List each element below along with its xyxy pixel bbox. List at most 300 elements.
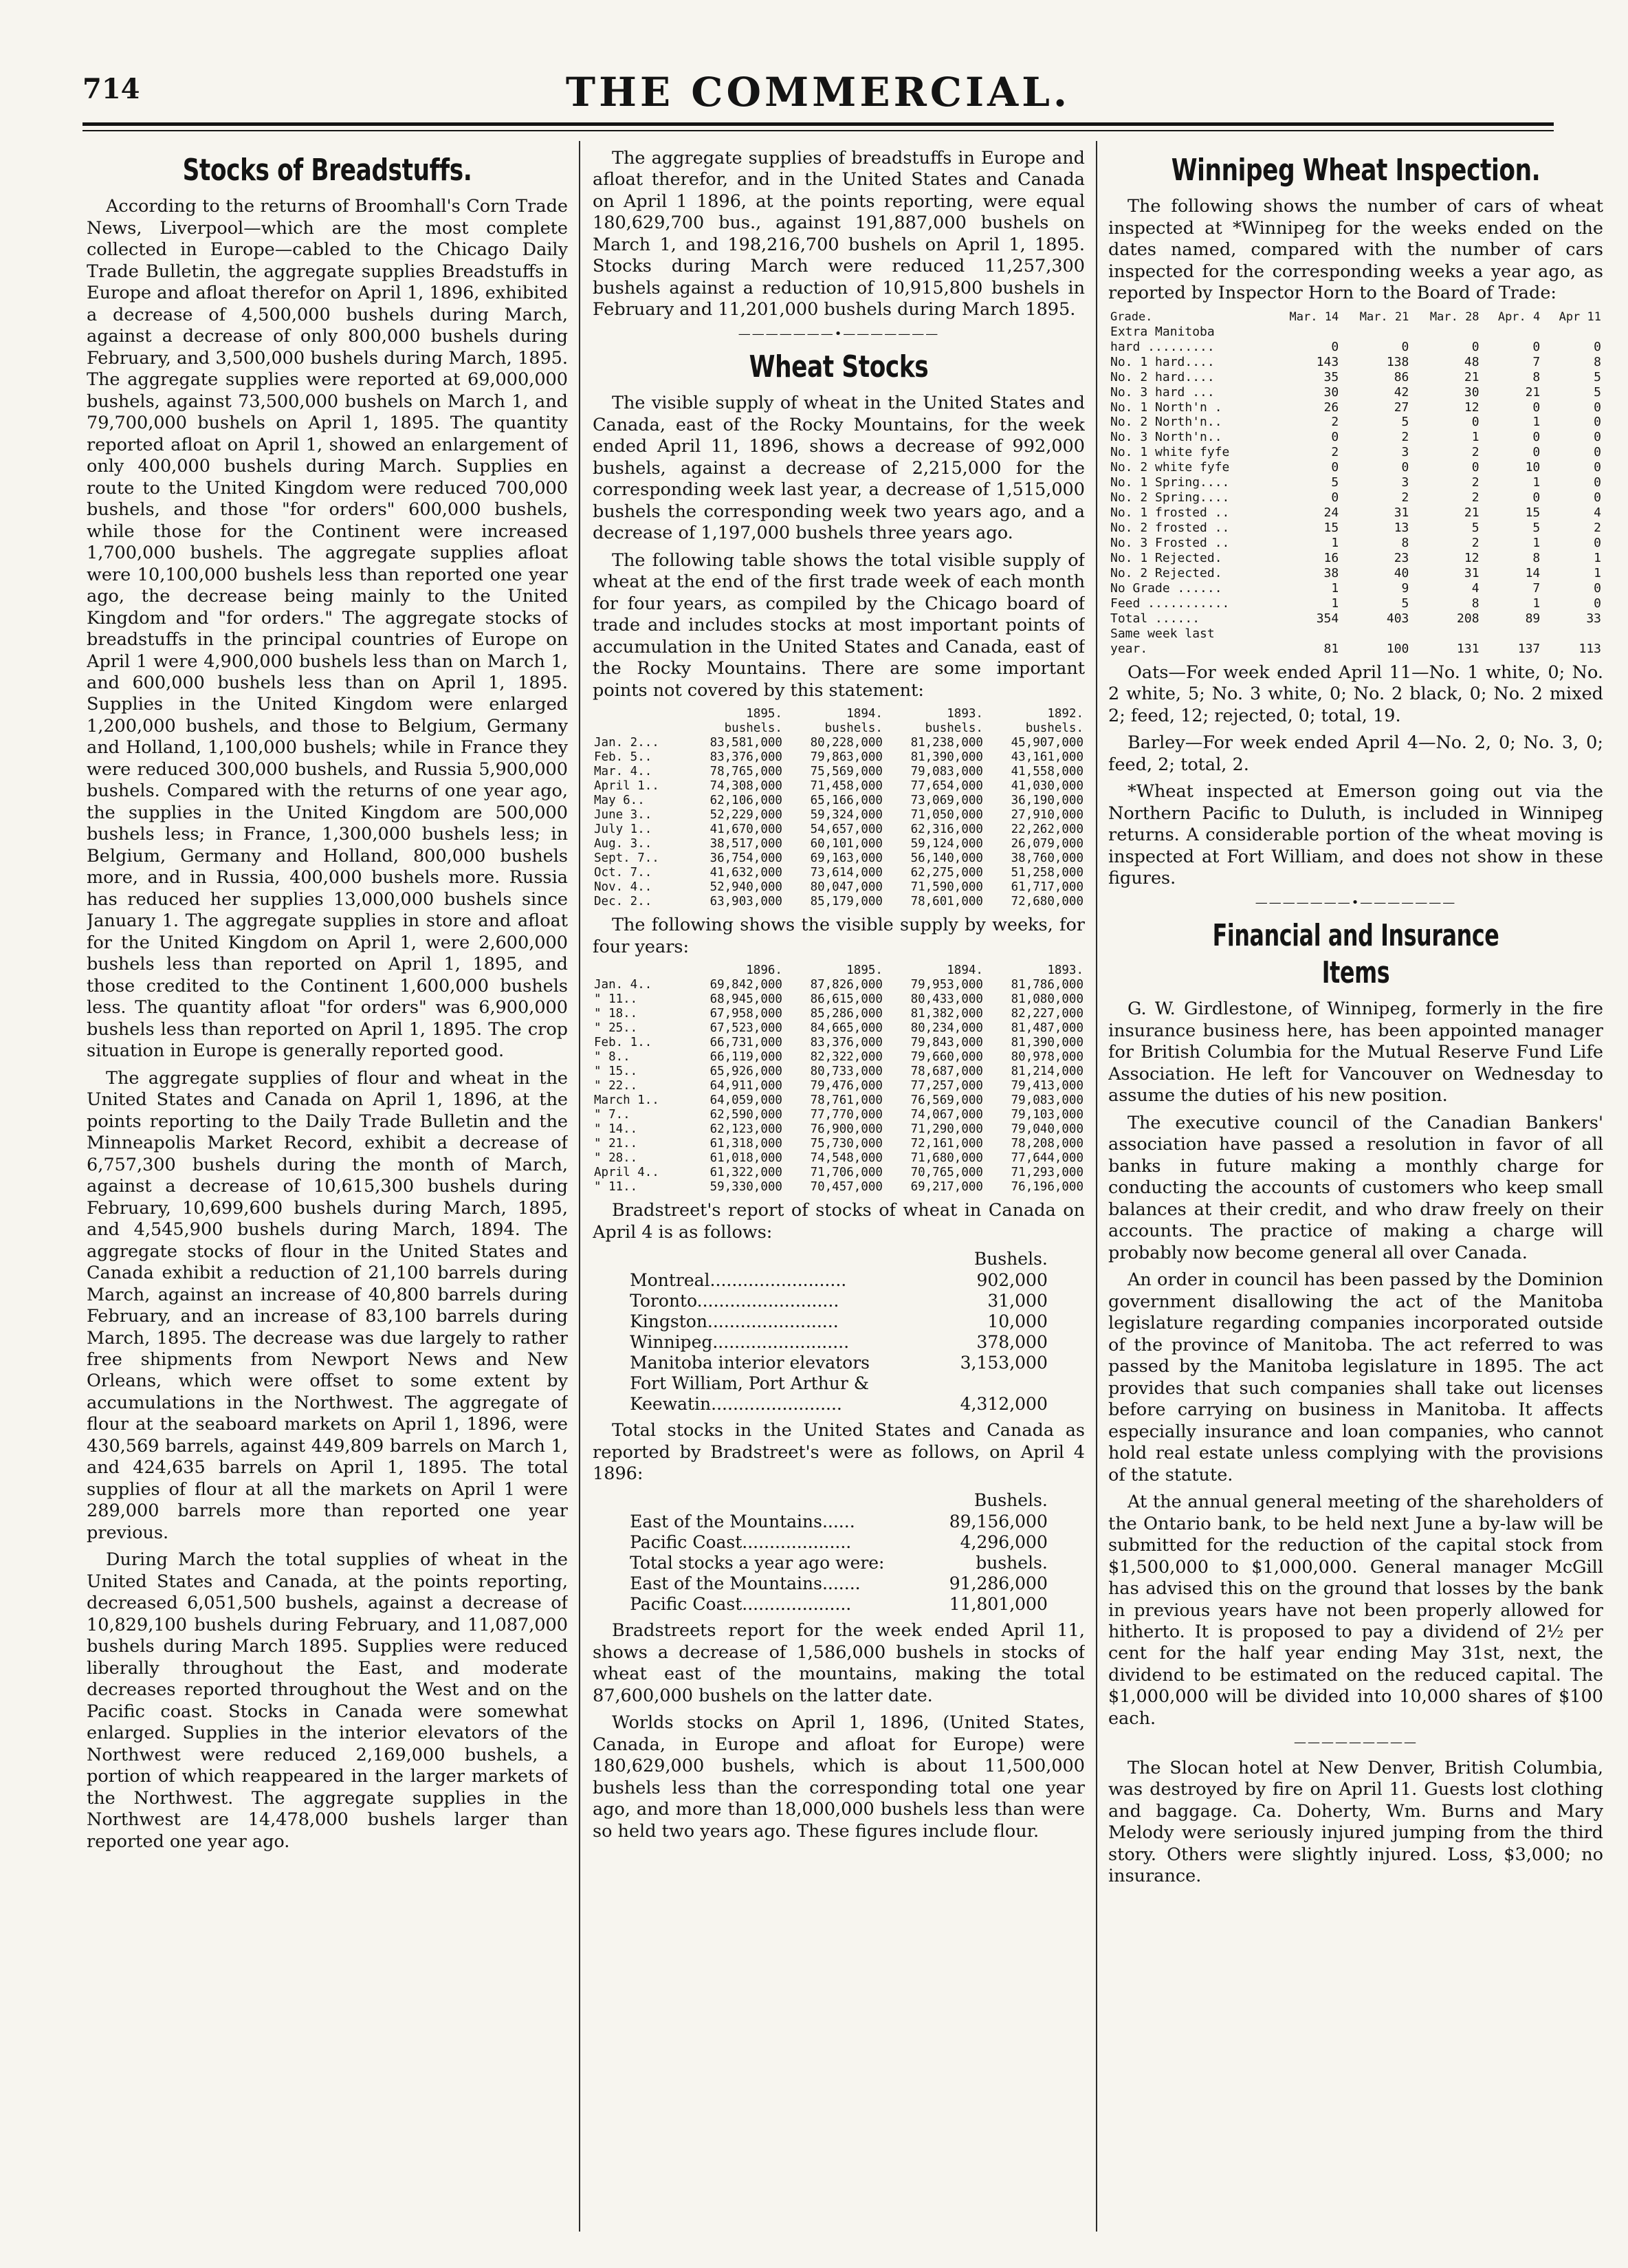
table-row bbox=[1108, 430, 1603, 445]
table-cell: 0 bbox=[1594, 490, 1601, 505]
table-cell: 65,926,000 bbox=[710, 1065, 782, 1079]
row-label: " 7.. bbox=[594, 1108, 630, 1122]
table-cell: 138 bbox=[1386, 354, 1409, 369]
table-body bbox=[593, 978, 1085, 1195]
table-cell: 59,330,000 bbox=[710, 1180, 782, 1195]
table-cell: 31,000 bbox=[987, 1291, 1048, 1311]
column-header: Bushels. bbox=[974, 1490, 1048, 1511]
table-row bbox=[593, 851, 1085, 866]
table-cell: 81 bbox=[1323, 641, 1339, 656]
table-row bbox=[593, 837, 1085, 851]
table-cell: 52,940,000 bbox=[710, 880, 782, 895]
table-cell: 26,079,000 bbox=[1011, 837, 1084, 851]
table-cell: 208 bbox=[1457, 611, 1480, 626]
column-header bbox=[627, 1490, 930, 1512]
column-header: Bushels. bbox=[974, 1249, 1048, 1269]
table-cell: 81,238,000 bbox=[910, 736, 983, 750]
row-label: East of the Mountains....... bbox=[630, 1573, 861, 1594]
table-cell: 1 bbox=[1594, 551, 1601, 566]
table-cell: 14 bbox=[1525, 565, 1541, 580]
table-cell: 1 bbox=[1532, 536, 1541, 551]
paragraph: G. W. Girdlestone, of Winnipeg, formerly in the fire insurance business here, has been appointed manager for British Columbia for the Mutual Reserve Fund Life Association. He left for Vancouver on Wednesday to assume the duties of his new position. bbox=[1108, 999, 1603, 1106]
paragraph: The executive council of the Canadian Bankers' association have passed a resolution in favor of all banks in future making a monthly charge for conducting the accounts of customers who keep small balances at their credit, and who draw freely on their accounts. The practice of making a charge will probably now become general all over Canada. bbox=[1108, 1112, 1603, 1263]
column-header: Apr. 4 bbox=[1497, 309, 1541, 324]
table-row bbox=[1108, 505, 1603, 521]
row-label: Keewatin........................ bbox=[630, 1394, 842, 1415]
table-row bbox=[627, 1291, 1050, 1311]
table-row bbox=[593, 1151, 1085, 1166]
table-row bbox=[593, 822, 1085, 837]
table-header-row bbox=[627, 1249, 1050, 1270]
table-cell: 78,761,000 bbox=[810, 1093, 883, 1108]
table-cell: 71,050,000 bbox=[910, 808, 983, 822]
table-row bbox=[1108, 521, 1603, 536]
table-unit-row bbox=[593, 721, 1085, 736]
table-cell: 7 bbox=[1532, 580, 1541, 596]
row-label: Winnipeg......................... bbox=[630, 1332, 850, 1353]
table-row bbox=[593, 1065, 1085, 1079]
row-label: No. 1 North'n . bbox=[1110, 400, 1222, 415]
table-cell: 38 bbox=[1323, 565, 1339, 580]
paragraph: The visible supply of wheat in the United States and Canada, east of the Rocky Mountains, for the week ended April 11, 1896, shows a decrease of 992,000 bushels, against a decrease of 2,215,000 for the corresponding week last year, a decrease of 1,515,000 bushels the corresponding week two years ago, and a decrease of 1,197,000 bushels three years ago. bbox=[593, 393, 1085, 544]
row-label: " 11.. bbox=[594, 1180, 638, 1195]
table-cell: 45,907,000 bbox=[1011, 736, 1084, 750]
table-cell: 1 bbox=[1471, 430, 1480, 445]
table-row bbox=[1108, 325, 1603, 340]
table-cell: 0 bbox=[1532, 339, 1541, 354]
table-cell: 24 bbox=[1323, 505, 1339, 521]
table-cell: 0 bbox=[1532, 430, 1541, 445]
row-label: Jan. 4.. bbox=[594, 978, 652, 992]
table-cell: 78,601,000 bbox=[910, 895, 983, 909]
table-cell: 4,312,000 bbox=[960, 1394, 1048, 1415]
table-row bbox=[1108, 385, 1603, 400]
row-label: Toronto.......................... bbox=[630, 1291, 839, 1311]
table-header-row bbox=[593, 963, 1085, 978]
table-cell: 15 bbox=[1323, 521, 1339, 536]
table-cell: 2 bbox=[1471, 445, 1480, 460]
table-cell: 0 bbox=[1331, 339, 1339, 354]
table-cell: 38,517,000 bbox=[710, 837, 782, 851]
table-row bbox=[593, 1180, 1085, 1195]
table-cell: 30 bbox=[1323, 384, 1339, 400]
row-label: Oct. 7.. bbox=[594, 866, 652, 880]
table-row bbox=[593, 1050, 1085, 1065]
table-cell: 10 bbox=[1525, 460, 1541, 475]
table-row bbox=[627, 1353, 1050, 1373]
paragraph: At the annual general meeting of the shareholders of the Ontario bank, to be held next June a by-law will be submitted for the reduction of the capital stock from $1,500,000 to $1,000,000. General manager McGill has advised this on the ground that losses by the bank in previous years have not been properly allowed for hitherto. It is proposed to pay a dividend of 2½ per cent for the half year ending May 31st, next, the dividend to be estimated on the reduced capital. The $1,000,000 will be divided into 10,000 shares of $100 each. bbox=[1108, 1492, 1603, 1729]
table-cell: 79,476,000 bbox=[810, 1079, 883, 1093]
table-cell: 27,910,000 bbox=[1011, 808, 1084, 822]
table-cell: 42 bbox=[1394, 384, 1409, 400]
table-cell: 131 bbox=[1457, 641, 1480, 656]
table-cell bbox=[1341, 325, 1411, 340]
paragraph: Oats—For week ended April 11—No. 1 white, 0; No. 2 white, 5; No. 3 white, 0; No. 2 black, 0; No. 2 mixed 2; feed, 12; rejected, 0; total, 19. bbox=[1108, 662, 1603, 726]
table-cell: 5 bbox=[1594, 369, 1601, 384]
paragraph: The following shows the visible supply by weeks, for four years: bbox=[593, 915, 1085, 957]
row-label: Jan. 2... bbox=[594, 736, 659, 750]
table-cell: 8 bbox=[1401, 536, 1409, 551]
paragraph: *Wheat inspected at Emerson going out via the Northern Pacific to Duluth, is included in Winnipeg returns. A considerable portion of the wheat moving is inspected at Fort William, and does not show in these figures. bbox=[1108, 781, 1603, 889]
table-row bbox=[627, 1394, 1050, 1415]
table-cell: 2 bbox=[1594, 521, 1601, 536]
table-cell: 9 bbox=[1401, 580, 1409, 596]
row-label: Feb. 1.. bbox=[594, 1036, 652, 1050]
table-cell: 1 bbox=[1532, 415, 1541, 430]
table-cell: 0 bbox=[1532, 445, 1541, 460]
table-cell bbox=[1542, 626, 1603, 642]
table-cell: 0 bbox=[1594, 475, 1601, 490]
table-cell: 11,801,000 bbox=[949, 1594, 1048, 1615]
table-cell: 5 bbox=[1331, 475, 1339, 490]
column-divider bbox=[579, 141, 580, 2232]
column-header: 1896. bbox=[746, 963, 782, 978]
table-row bbox=[593, 808, 1085, 822]
table-cell: 0 bbox=[1331, 430, 1339, 445]
table-row bbox=[593, 1166, 1085, 1180]
table-row bbox=[627, 1573, 1050, 1594]
table-cell: 79,863,000 bbox=[810, 750, 883, 765]
masthead-rule bbox=[82, 122, 1554, 131]
table-cell: 77,654,000 bbox=[910, 779, 983, 794]
table-row bbox=[1108, 355, 1603, 370]
table-cell: 61,322,000 bbox=[710, 1166, 782, 1180]
table-cell: 13 bbox=[1394, 521, 1409, 536]
table-cell: 0 bbox=[1594, 536, 1601, 551]
table-cell: 1 bbox=[1594, 565, 1601, 580]
table-cell: 69,842,000 bbox=[710, 978, 782, 992]
table-cell: 61,318,000 bbox=[710, 1137, 782, 1151]
table-cell: 74,067,000 bbox=[910, 1108, 983, 1122]
table-cell: 100 bbox=[1386, 641, 1409, 656]
row-label: year. bbox=[1110, 641, 1148, 656]
row-label: May 6.. bbox=[594, 794, 645, 808]
table-row bbox=[593, 1093, 1085, 1108]
table-cell: 91,286,000 bbox=[949, 1573, 1048, 1594]
table-row bbox=[1108, 596, 1603, 611]
table-cell: 8 bbox=[1471, 596, 1480, 611]
table-cell: 66,731,000 bbox=[710, 1036, 782, 1050]
table-cell: 71,706,000 bbox=[810, 1166, 883, 1180]
row-label: No. 1 Rejected. bbox=[1110, 551, 1222, 566]
column-3 bbox=[1108, 148, 1603, 2211]
table-cell: 0 bbox=[1594, 460, 1601, 475]
table-cell: 71,458,000 bbox=[810, 779, 883, 794]
table-cell: 80,433,000 bbox=[910, 992, 983, 1007]
table-row bbox=[593, 866, 1085, 880]
table-cell: 21 bbox=[1464, 505, 1480, 521]
row-label: " 25.. bbox=[594, 1021, 638, 1036]
table-cell: 79,103,000 bbox=[1011, 1108, 1084, 1122]
row-label: " 14.. bbox=[594, 1122, 638, 1137]
table-cell: 40 bbox=[1394, 565, 1409, 580]
column-header: Apr 11 bbox=[1559, 309, 1601, 324]
table-body bbox=[593, 736, 1085, 909]
table-row bbox=[1108, 536, 1603, 551]
table-cell: 48 bbox=[1464, 354, 1480, 369]
table-cell: 62,316,000 bbox=[910, 822, 983, 837]
table-cell: 22,262,000 bbox=[1011, 822, 1084, 837]
table-cell: 60,101,000 bbox=[810, 837, 883, 851]
table-cell: 71,290,000 bbox=[910, 1122, 983, 1137]
table-row bbox=[593, 1021, 1085, 1036]
table-cell: 71,680,000 bbox=[910, 1151, 983, 1166]
table-cell: 31 bbox=[1394, 505, 1409, 521]
table-cell: 21 bbox=[1525, 384, 1541, 400]
monthly-visible-supply-table bbox=[593, 707, 1085, 909]
table-cell: 76,900,000 bbox=[810, 1122, 883, 1137]
row-label: " 22.. bbox=[594, 1079, 638, 1093]
row-label: " 18.. bbox=[594, 1007, 638, 1021]
row-label: Total ...... bbox=[1110, 611, 1200, 626]
table-cell: 69,163,000 bbox=[810, 851, 883, 866]
table-cell: 81,487,000 bbox=[1011, 1021, 1084, 1036]
table-row bbox=[1108, 642, 1603, 657]
inspection-table bbox=[1108, 310, 1603, 657]
column-header: 1895. bbox=[846, 963, 883, 978]
column-header bbox=[593, 721, 683, 736]
table-cell: 61,018,000 bbox=[710, 1151, 782, 1166]
row-label: Dec. 2.. bbox=[594, 895, 652, 909]
table-cell: 69,217,000 bbox=[910, 1180, 983, 1195]
table-cell: 73,614,000 bbox=[810, 866, 883, 880]
table-cell: 71,590,000 bbox=[910, 880, 983, 895]
paragraph: During March the total supplies of wheat in the United States and Canada, at the points reporting, decreased 6,051,500 bushels, against a decrease of 10,829,100 bushels during February, and 11,087,000 bushels during March 1895. Supplies were reduced liberally throughout the East, and moderate decreases reported throughout the West and on the Pacific coast. Stocks in Canada were somewhat enlarged. Supplies in the interior elevators of the Northwest were reduced 2,169,000 bushels, a portion of which reappeared in the larger markets of the Northwest. The aggregate supplies in the Northwest are 14,478,000 bushels larger than reported one year ago. bbox=[87, 1549, 568, 1852]
column-divider bbox=[1096, 141, 1097, 2232]
table-row bbox=[627, 1311, 1050, 1332]
row-label: " 11.. bbox=[594, 992, 638, 1007]
table-row bbox=[593, 895, 1085, 909]
table-cell: 66,119,000 bbox=[710, 1050, 782, 1065]
table-cell: 81,786,000 bbox=[1011, 978, 1084, 992]
table-cell: 137 bbox=[1517, 641, 1541, 656]
row-label: No. 1 Spring.... bbox=[1110, 475, 1230, 490]
column-1 bbox=[87, 148, 568, 2211]
table-cell: 1 bbox=[1532, 596, 1541, 611]
table-row bbox=[627, 1553, 1050, 1573]
table-cell: 79,083,000 bbox=[1011, 1093, 1084, 1108]
table-cell: 3 bbox=[1401, 475, 1409, 490]
row-label: No. 2 hard.... bbox=[1110, 369, 1215, 384]
section-separator: ———————•——————— bbox=[738, 326, 940, 341]
table-header-row bbox=[1108, 310, 1603, 325]
row-label: No. 2 Spring.... bbox=[1110, 490, 1230, 505]
table-row bbox=[593, 978, 1085, 992]
table-cell: 79,843,000 bbox=[910, 1036, 983, 1050]
table-cell: 2 bbox=[1331, 415, 1339, 430]
table-cell: 2 bbox=[1401, 430, 1409, 445]
column-header bbox=[627, 1249, 934, 1270]
row-label: " 8.. bbox=[594, 1050, 630, 1065]
table-cell: 89 bbox=[1525, 611, 1541, 626]
row-label: No. 1 white fyfe bbox=[1110, 445, 1230, 460]
table-cell: 902,000 bbox=[976, 1270, 1048, 1291]
table-cell: 80,234,000 bbox=[910, 1021, 983, 1036]
table-cell: 0 bbox=[1594, 339, 1601, 354]
table-cell: 0 bbox=[1532, 490, 1541, 505]
table-cell: 83,376,000 bbox=[810, 1036, 883, 1050]
paragraph: The following shows the number of cars of wheat inspected at *Winnipeg for the weeks ended on the dates named, compared with the number of cars inspected for the corresponding weeks a year ago, as reported by Inspector Horn to the Board of Trade: bbox=[1108, 196, 1603, 304]
table-row bbox=[627, 1270, 1050, 1291]
table-row bbox=[593, 750, 1085, 765]
table-cell: 41,030,000 bbox=[1011, 779, 1084, 794]
table-cell: 0 bbox=[1594, 580, 1601, 596]
row-label: No. 1 frosted .. bbox=[1110, 505, 1230, 521]
table-cell: 38,760,000 bbox=[1011, 851, 1084, 866]
table-cell: 5 bbox=[1532, 521, 1541, 536]
table-cell: 36,754,000 bbox=[710, 851, 782, 866]
table-cell: 8 bbox=[1532, 551, 1541, 566]
paragraph: Worlds stocks on April 1, 1896, (United States, Canada, in Europe and afloat for Europe) were 180,629,000 bushels, which is about 11,500,000 bushels less than the corresponding total one year ago, and more than 18,000,000 bushels less than were so held two years ago. These figures include flour. bbox=[593, 1712, 1085, 1842]
row-label: No. 2 white fyfe bbox=[1110, 460, 1230, 475]
table-body bbox=[1108, 325, 1603, 657]
row-label: Extra Manitoba bbox=[1110, 324, 1215, 339]
table-cell: 43,161,000 bbox=[1011, 750, 1084, 765]
table-cell: 77,644,000 bbox=[1011, 1151, 1084, 1166]
row-label: No. 2 North'n.. bbox=[1110, 415, 1222, 430]
table-cell: 68,945,000 bbox=[710, 992, 782, 1007]
table-cell: 4 bbox=[1471, 580, 1480, 596]
table-cell bbox=[934, 1373, 1050, 1394]
column-header: 1893. bbox=[1047, 963, 1084, 978]
table-cell: 85,179,000 bbox=[810, 895, 883, 909]
table-row bbox=[1108, 475, 1603, 490]
canada-stocks-table bbox=[627, 1249, 1050, 1415]
table-row bbox=[593, 736, 1085, 750]
table-cell: 0 bbox=[1594, 400, 1601, 415]
table-cell: 81,214,000 bbox=[1011, 1065, 1084, 1079]
table-cell: 8 bbox=[1594, 354, 1601, 369]
row-label: Same week last bbox=[1110, 626, 1215, 641]
table-cell: 7 bbox=[1532, 354, 1541, 369]
table-cell: 378,000 bbox=[976, 1332, 1048, 1353]
unit-label: bushels. bbox=[1025, 721, 1084, 736]
table-cell bbox=[1482, 325, 1543, 340]
unit-label: bushels. bbox=[824, 721, 883, 736]
table-cell: 30 bbox=[1464, 384, 1480, 400]
table-cell: 2 bbox=[1471, 475, 1480, 490]
table-row bbox=[1108, 581, 1603, 596]
article-title: Winnipeg Wheat Inspection. bbox=[1171, 153, 1541, 188]
table-cell: 5 bbox=[1401, 596, 1409, 611]
table-cell: 59,324,000 bbox=[810, 808, 883, 822]
table-cell: 4,296,000 bbox=[960, 1532, 1048, 1553]
table-cell: 41,558,000 bbox=[1011, 765, 1084, 779]
row-label: " 21.. bbox=[594, 1137, 638, 1151]
table-cell: 76,569,000 bbox=[910, 1093, 983, 1108]
table-cell: 81,382,000 bbox=[910, 1007, 983, 1021]
column-header: Mar. 21 bbox=[1359, 309, 1409, 324]
table-row bbox=[1108, 340, 1603, 355]
table-cell: 81,390,000 bbox=[910, 750, 983, 765]
table-cell: 82,227,000 bbox=[1011, 1007, 1084, 1021]
column-header: 1893. bbox=[947, 707, 983, 721]
table-cell: 72,161,000 bbox=[910, 1137, 983, 1151]
table-row bbox=[1108, 566, 1603, 581]
table-cell: 16 bbox=[1323, 551, 1339, 566]
table-cell: 62,275,000 bbox=[910, 866, 983, 880]
table-cell: 33 bbox=[1586, 611, 1601, 626]
table-cell: 86,615,000 bbox=[810, 992, 883, 1007]
column-header: Mar. 14 bbox=[1289, 309, 1339, 324]
table-cell: 89,156,000 bbox=[949, 1512, 1048, 1532]
table-cell: 35 bbox=[1323, 369, 1339, 384]
paragraph: Barley—For week ended April 4—No. 2, 0; No. 3, 0; feed, 2; total, 2. bbox=[1108, 732, 1603, 775]
table-cell: 62,590,000 bbox=[710, 1108, 782, 1122]
table-cell: 64,059,000 bbox=[710, 1093, 782, 1108]
table-cell: 8 bbox=[1532, 369, 1541, 384]
row-label: Mar. 4.. bbox=[594, 765, 652, 779]
table-cell: 78,208,000 bbox=[1011, 1137, 1084, 1151]
table-cell: 0 bbox=[1594, 430, 1601, 445]
paragraph: An order in council has been passed by the Dominion government disallowing the act of the Manitoba legislature regarding companies incorporated outside of the province of Manitoba. The act referred to was passed by the Manitoba legislature in 1895. The act provides that such companies shall take out licenses before carrying on business in Manitoba. It affects especially insurance and loan companies, who cannot hold real estate unless complying with the provisions of the statute. bbox=[1108, 1269, 1603, 1485]
table-cell: 81,390,000 bbox=[1011, 1036, 1084, 1050]
row-label: No Grade ...... bbox=[1110, 580, 1222, 596]
table-cell: 2 bbox=[1331, 445, 1339, 460]
table-cell: 84,665,000 bbox=[810, 1021, 883, 1036]
table-cell: 0 bbox=[1401, 339, 1409, 354]
table-cell: 79,413,000 bbox=[1011, 1079, 1084, 1093]
table-cell: 70,765,000 bbox=[910, 1166, 983, 1180]
table-cell: 80,228,000 bbox=[810, 736, 883, 750]
table-row bbox=[593, 1122, 1085, 1137]
table-cell: 76,196,000 bbox=[1011, 1180, 1084, 1195]
row-label: No. 3 Frosted .. bbox=[1110, 536, 1230, 551]
row-label: Kingston........................ bbox=[630, 1311, 839, 1332]
table-cell bbox=[1411, 325, 1481, 340]
row-label: Sept. 7.. bbox=[594, 851, 659, 866]
table-cell: 0 bbox=[1331, 490, 1339, 505]
table-cell: 80,978,000 bbox=[1011, 1050, 1084, 1065]
article-title: Financial and Insurance Items bbox=[1212, 917, 1499, 991]
table-row bbox=[627, 1532, 1050, 1553]
table-cell: 51,258,000 bbox=[1011, 866, 1084, 880]
table-cell: 15 bbox=[1525, 505, 1541, 521]
row-label: Pacific Coast.................... bbox=[630, 1532, 852, 1553]
table-cell bbox=[1482, 626, 1543, 642]
row-label: hard ......... bbox=[1110, 339, 1215, 354]
table-cell: 2 bbox=[1471, 490, 1480, 505]
paragraph: The following table shows the total visible supply of wheat at the end of the first trade week of each month for four years, as compiled by the Chicago board of trade and includes stocks at most important points of accumulation in the United States and Canada, east of the Rocky Mountains. There are some important points not covered by this statement: bbox=[593, 549, 1085, 701]
table-cell: 1 bbox=[1331, 536, 1339, 551]
column-header: 1894. bbox=[947, 963, 983, 978]
table-cell: 1 bbox=[1331, 596, 1339, 611]
column-header: 1894. bbox=[846, 707, 883, 721]
table-cell: 5 bbox=[1471, 521, 1480, 536]
table-cell: bushels. bbox=[976, 1553, 1048, 1573]
table-cell: 3,153,000 bbox=[960, 1353, 1048, 1373]
table-row bbox=[1108, 400, 1603, 415]
table-header-row bbox=[593, 707, 1085, 721]
table-cell bbox=[1270, 626, 1341, 642]
table-cell: 79,953,000 bbox=[910, 978, 983, 992]
table-cell: 41,632,000 bbox=[710, 866, 782, 880]
unit-label: bushels. bbox=[724, 721, 782, 736]
table-cell: 0 bbox=[1594, 596, 1601, 611]
table-cell: 36,190,000 bbox=[1011, 794, 1084, 808]
table-cell: 62,123,000 bbox=[710, 1122, 782, 1137]
table-cell: 86 bbox=[1394, 369, 1409, 384]
table-cell: 0 bbox=[1401, 460, 1409, 475]
table-cell: 82,322,000 bbox=[810, 1050, 883, 1065]
column-header bbox=[593, 707, 683, 721]
table-cell bbox=[1411, 626, 1481, 642]
table-cell: 77,257,000 bbox=[910, 1079, 983, 1093]
table-row bbox=[627, 1373, 1050, 1394]
table-cell: 1 bbox=[1331, 580, 1339, 596]
paragraph: The aggregate supplies of flour and wheat in the United States and Canada on April 1, 1896, at the points reporting to the Daily Trade Bulletin and the Minneapolis Market Record, exhibit a decrease of 6,757,300 bushels during the month of March, against a decrease of 10,615,300 bushels during February, 10,699,600 bushels during March, 1895, and 4,545,900 bushels during March, 1894. The aggregate stocks of flour in the United States and Canada exhibit a reduction of 21,100 barrels during March, against an increase of 40,800 barrels during February, and an increase of 83,100 barrels during March, 1895. The decrease was due largely to rather free shipments from Newport News and New Orleans, which were offset to some extent by accumulations in the Northwest. The aggregate of flour at the seaboard markets on April 1, 1896, were 430,569 barrels, against 449,809 barrels on March 1, and 424,635 barrels on April 1, 1895. The total supplies of flour at all the markets on April 1 were 289,000 barrels more than reported one year previous. bbox=[87, 1067, 568, 1543]
table-cell: 74,308,000 bbox=[710, 779, 782, 794]
